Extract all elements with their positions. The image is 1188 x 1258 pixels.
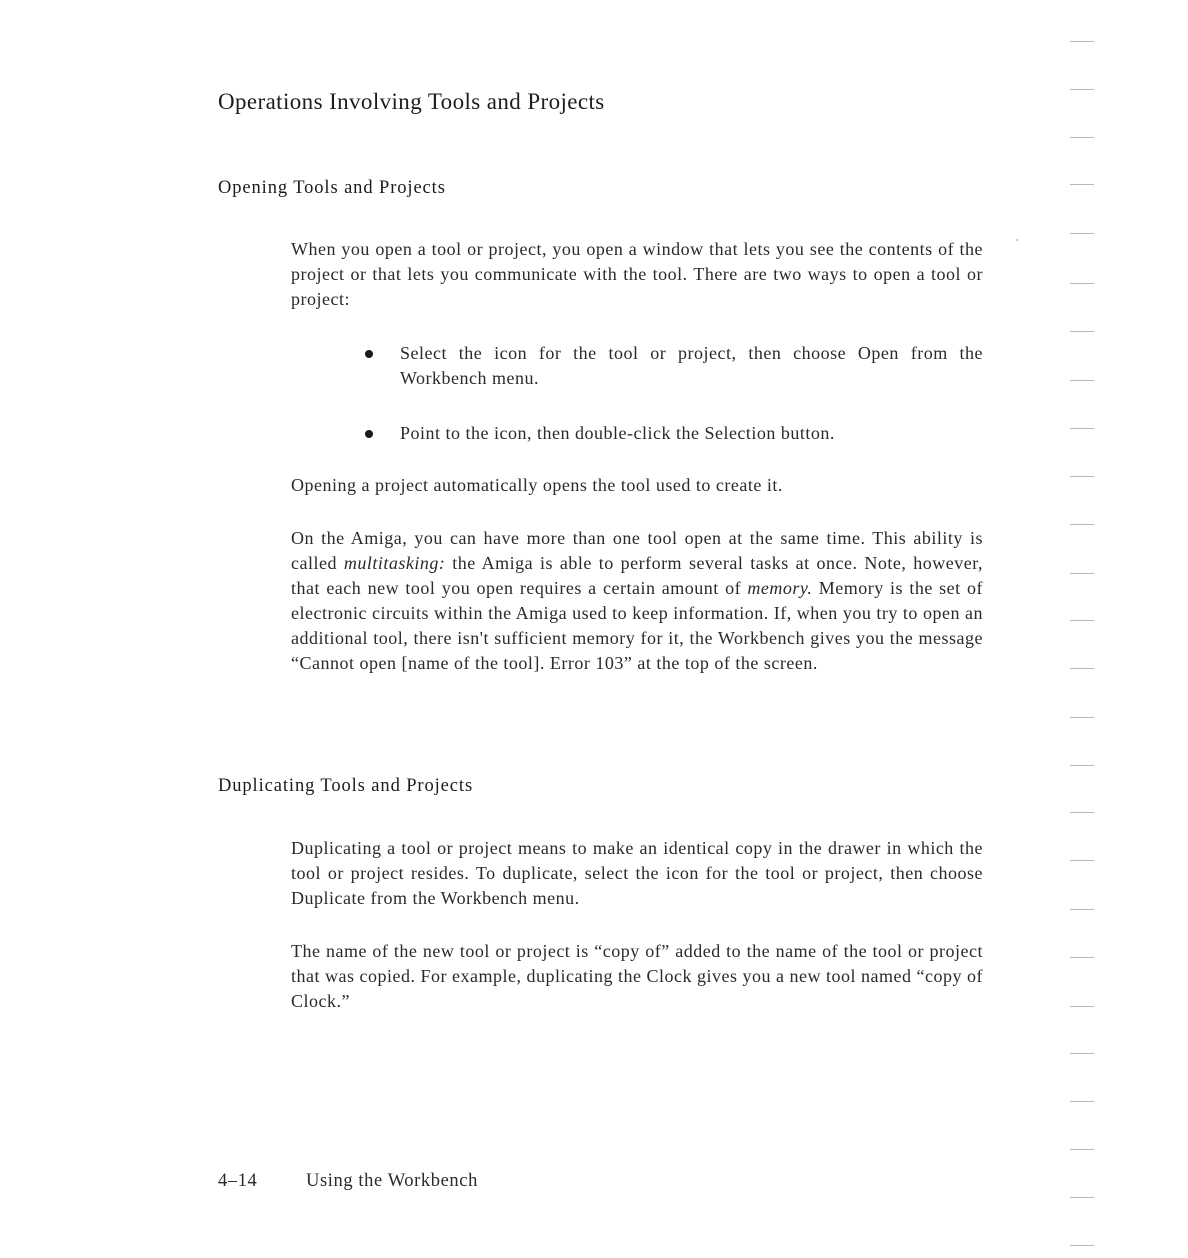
multitasking-text-3: Memory is the set of electronic circuits within the Amiga used to keep information. If, when you try to open an additional tool, there isn't sufficient memory for it, the Workbench gives you the message “Cannot open [name of the tool]. Error 103” at the top of the screen. [291, 578, 983, 673]
section-heading-duplicating: Duplicating Tools and Projects [218, 776, 474, 796]
multitasking-text-1: On the Amiga, you can have more than one tool open at the same time. This ability is called [291, 528, 983, 573]
chapter-title: Using the Workbench [306, 1171, 478, 1191]
list-item-text: Point to the icon, then double-click the Selection button. [400, 423, 835, 443]
multitasking-paragraph [291, 526, 983, 676]
section-heading-opening: Opening Tools and Projects [218, 178, 446, 198]
bullet-icon [365, 350, 373, 358]
page-footer [218, 1171, 478, 1192]
list-item-text: Select the icon for the tool or project, then choose Open from the Workbench menu. [400, 343, 983, 388]
scan-speck [1016, 239, 1018, 241]
margin-tick [1070, 1053, 1094, 1054]
binding-margin-marks [1068, 0, 1098, 1258]
duplicating-paragraph: Duplicating a tool or project means to make an identical copy in the drawer in which the tool or project resides. To duplicate, select the icon for the tool or project, then choose Duplicate from the Workbench menu. [291, 838, 983, 908]
margin-tick [1070, 380, 1094, 381]
margin-tick [1070, 717, 1094, 718]
margin-tick [1070, 909, 1094, 910]
margin-tick [1070, 765, 1094, 766]
page-number: 4–14 [218, 1171, 258, 1191]
margin-tick [1070, 957, 1094, 958]
margin-tick [1070, 1149, 1094, 1150]
margin-tick [1070, 428, 1094, 429]
margin-tick [1070, 620, 1094, 621]
margin-tick [1070, 476, 1094, 477]
margin-tick [1070, 41, 1094, 42]
margin-tick [1070, 331, 1094, 332]
margin-tick [1070, 1245, 1094, 1246]
margin-tick [1070, 1197, 1094, 1198]
bullet-icon [365, 430, 373, 438]
margin-tick [1070, 812, 1094, 813]
margin-tick [1070, 89, 1094, 90]
margin-tick [1070, 184, 1094, 185]
multitasking-text-2: the Amiga is able to perform several tasks at once. Note, however, that each new tool you open requires a certain amount of [291, 553, 983, 598]
list-item [361, 421, 983, 446]
margin-tick [1070, 233, 1094, 234]
list-item [361, 341, 983, 391]
memory-term: memory. [747, 578, 813, 598]
margin-tick [1070, 573, 1094, 574]
copy-name-paragraph: The name of the new tool or project is “copy of” added to the name of the tool or project that was copied. For example, duplicating the Clock gives you a new tool named “copy of Clock.” [291, 941, 983, 1011]
margin-tick [1070, 1101, 1094, 1102]
margin-tick [1070, 668, 1094, 669]
margin-tick [1070, 283, 1094, 284]
margin-tick [1070, 860, 1094, 861]
multitasking-term: multitasking: [343, 553, 446, 573]
margin-tick [1070, 524, 1094, 525]
margin-tick [1070, 137, 1094, 138]
opening-intro-paragraph: When you open a tool or project, you open a window that lets you see the contents of the project or that lets you communicate with the tool. There are two ways to open a tool or project: [291, 239, 983, 309]
margin-tick [1070, 1006, 1094, 1007]
opening-project-paragraph: Opening a project automatically opens the tool used to create it. [291, 475, 783, 495]
page-title: Operations Involving Tools and Projects [218, 89, 605, 114]
